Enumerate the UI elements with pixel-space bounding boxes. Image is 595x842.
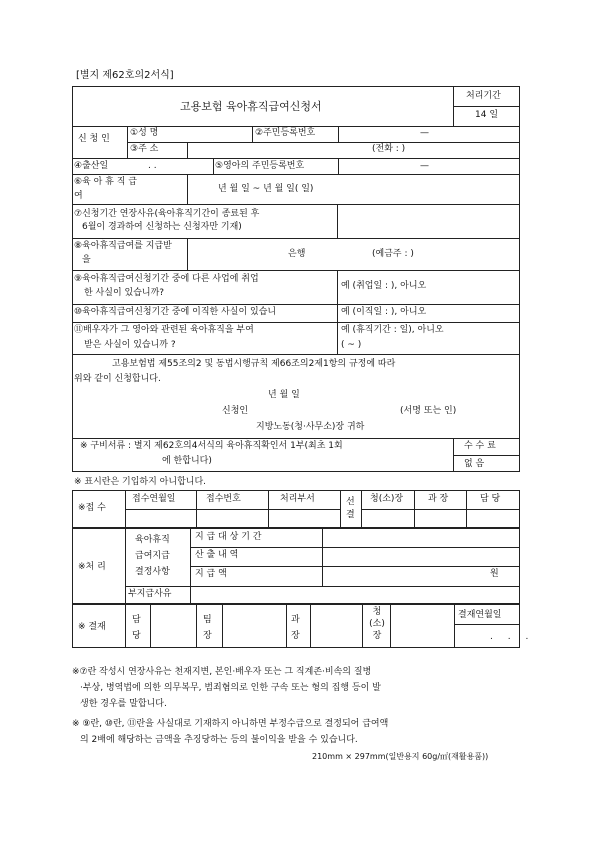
processing-label: 처리기간 [466, 91, 501, 101]
reception-label: ※접 수 [78, 503, 106, 513]
approval-label: ※ 결재 [78, 622, 106, 632]
processing-value: 14 일 [475, 110, 499, 120]
attachment-note-2: 에 한합니다) [162, 456, 212, 466]
spouse-answer-period[interactable]: ( ~ ) [341, 340, 362, 350]
processing-section-label: ※처 리 [78, 562, 106, 572]
spouse-question-2: 받은 사실이 있습니까 ? [84, 340, 176, 350]
rejection-reason-label: 부지급사유 [128, 589, 172, 599]
reception-number-header: 접수번호 [206, 494, 241, 504]
address-label: ③주 소 [130, 144, 159, 154]
fee-value: 없 음 [464, 459, 485, 469]
infant-rrn-label: ⑤영아의 주민등록번호 [215, 161, 305, 171]
employment-question: ⑨육아휴직급여신청기간 중에 다른 사업에 취업 [74, 274, 259, 284]
statement-office: 지방노동(청·사무소)장 귀하 [256, 422, 365, 432]
decision-label-3: 결정사항 [135, 567, 170, 577]
payment-label: ⑧육아휴직급여를 지급받 [74, 241, 172, 251]
extension-label-2: 6월이 경과하여 신청하는 신청자만 기재) [82, 222, 242, 232]
fee-label: 수 수 료 [464, 441, 496, 451]
won-unit: 원 [490, 569, 499, 579]
reception-date-header: 접수연월일 [132, 494, 176, 504]
job-change-answer[interactable]: 예 (이직일 : ), 아니오 [341, 307, 427, 317]
account-holder-field[interactable]: (예금주 : ) [372, 249, 414, 259]
form-number: [별지 제62호의2서식] [76, 70, 174, 81]
pre-approval-label: 선결 [346, 497, 355, 520]
note-2-line-1: ※ ⑨란, ⑩란, ⑪란을 사실대로 기재하지 아니하면 부정수급으로 결정되어 급여액 [72, 719, 389, 729]
job-change-question: ⑩육아휴직급여신청기간 중에 이직한 사실이 있습니 [74, 307, 277, 317]
payment-amount-label: 지 급 액 [195, 569, 227, 579]
attachment-note: ※ 구비서류 : 별지 제62호의4서식의 육아휴직확인서 1부(최초 1회 [80, 441, 343, 451]
spouse-question: ⑪배우자가 그 영아와 관련된 육아휴직을 부여 [74, 325, 254, 335]
approval-chief: 청(소)장 [369, 607, 385, 641]
approval-staff: 담당 [132, 615, 141, 641]
approval-section-chief: 과장 [291, 615, 300, 641]
leave-period-label-2: 여 [74, 191, 83, 201]
statement-applicant: 신청인 [222, 406, 249, 416]
payment-label-2: 을 [82, 255, 91, 265]
extension-label: ⑦신청기간 연장사유(육아휴직기간이 종료된 후 [74, 209, 260, 219]
note-2-line-2: 의 2배에 해당하는 금액을 추징당하는 등의 불이익을 받을 수 있습니다. [80, 735, 358, 745]
note-1-line-2: ·부상, 병역법에 의한 의무복무, 범죄혐의로 인한 구속 또는 형의 집행 등이 발 [80, 683, 381, 693]
chief-header: 청(소)장 [370, 494, 404, 504]
birth-label: ④출산일 [74, 161, 109, 171]
approval-date-value: . . . [490, 632, 535, 642]
rrn-label: ②주민등록번호 [255, 128, 316, 138]
birth-dots: . . [148, 161, 157, 171]
phone-field[interactable]: (전화 : ) [372, 144, 406, 154]
statement-signature: (서명 또는 인) [400, 406, 457, 416]
note-1-line-1: ※⑦란 작성시 연장사유는 천재지변, 본인·배우자 또는 그 직계존·비속의 질병 [72, 667, 372, 677]
rrn-dash: — [420, 128, 429, 138]
employment-question-2: 한 사실이 있습니까? [84, 288, 165, 298]
office-use-note: ※ 표시란은 기입하지 아니합니다. [74, 477, 207, 487]
decision-label-1: 육아휴직 [135, 535, 170, 545]
approval-date-label: 결재연월일 [458, 610, 502, 620]
employment-answer[interactable]: 예 (취업일 : ), 아니오 [341, 281, 427, 291]
leave-period-value[interactable]: 년 월 일 ~ 년 월 일( 일) [218, 184, 314, 194]
form-title: 고용보험 육아휴직급여신청서 [180, 100, 322, 113]
note-1-line-3: 생한 경우를 말합니다. [80, 699, 167, 709]
name-label: ①성 명 [130, 128, 159, 138]
applicant-label: 신 청 인 [78, 134, 110, 144]
calculation-label: 산 출 내 역 [195, 550, 239, 560]
reception-dept-header: 처리부서 [280, 494, 315, 504]
leave-period-label: ⑥육 아 휴 직 급 [74, 177, 137, 187]
payment-period-label: 지 급 대 상 기 간 [195, 532, 262, 542]
paper-spec: 210mm × 297mm(일반용지 60g/㎡(재활용품)) [312, 752, 489, 761]
approval-team-leader: 팀장 [203, 615, 212, 641]
decision-label-2: 급여지급 [135, 551, 170, 561]
spouse-answer[interactable]: 예 (휴직기간 : 일), 아니오 [341, 325, 444, 335]
statement-line-2: 위와 같이 신청합니다. [74, 374, 161, 384]
staff-header: 담 당 [480, 494, 501, 504]
statement-line-1: 고용보험법 제55조의2 및 동법시행규칙 제66조의2제1항의 규정에 따라 [112, 359, 396, 369]
infant-rrn-dash: — [420, 161, 429, 171]
bank-field[interactable]: 은행 [288, 249, 306, 259]
statement-date: 년 월 일 [268, 390, 300, 400]
section-chief-header: 과 장 [428, 494, 449, 504]
